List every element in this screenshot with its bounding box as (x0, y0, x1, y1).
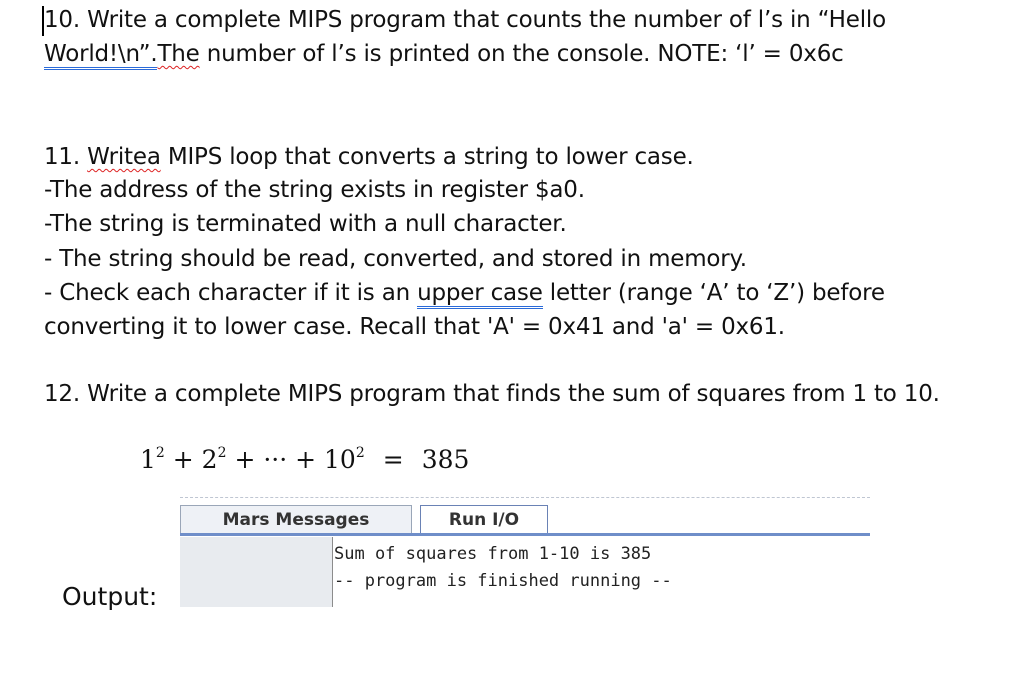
tab-mars-messages[interactable]: Mars Messages (180, 505, 412, 533)
formula-equals: = (382, 445, 404, 474)
q10-line-1: 10. Write a complete MIPS program that counts the number of l’s in “Hello (44, 7, 886, 33)
q11-line-5-prefix: - Check each character if it is an (44, 280, 418, 306)
q11-number: 11. (44, 144, 88, 170)
formula-plus: + (164, 445, 202, 474)
q11-line-1-rest: MIPS loop that converts a string to lower case. (160, 144, 694, 170)
q10-line-2 (44, 40, 844, 68)
q10-the-squiggle: The (157, 41, 200, 67)
q11-writea-squiggle: Writea (87, 144, 161, 170)
output-label: Output: (62, 582, 158, 611)
tab-run-io[interactable]: Run I/O (420, 505, 548, 533)
q11-line-6: converting it to lower case. Recall that 'A' = 0x41 and 'a' = 0x61. (44, 314, 785, 340)
formula-exp-2: 2 (217, 445, 227, 461)
q11-line-2: -The address of the string exists in register $a0. (44, 177, 585, 203)
formula-ellipsis: + ··· + (226, 445, 325, 474)
q12-line-1: 12. Write a complete MIPS program that finds the sum of squares from 1 to 10. (44, 381, 940, 407)
formula-exp-1: 2 (155, 445, 165, 461)
tab-underline (180, 533, 870, 536)
q11-line-5 (44, 279, 885, 307)
mars-tab-bar (180, 505, 870, 535)
formula-exp-3: 2 (355, 445, 365, 461)
q11-line-5-rest: letter (range ‘A’ to ‘Z’) before (542, 280, 885, 306)
q11-upper-case-underlined: upper case (417, 280, 543, 309)
mars-messages-panel (180, 497, 870, 607)
formula-result: 385 (421, 445, 470, 474)
q11-line-3: -The string is terminated with a null character. (44, 211, 567, 237)
run-io-console[interactable] (334, 541, 672, 595)
console-line-2: -- program is finished running -- (334, 571, 672, 591)
panel-divider (180, 497, 870, 498)
console-side-pane (180, 537, 333, 607)
formula-term-2: 2 (201, 445, 218, 474)
formula-term-1: 1 (140, 445, 156, 474)
q11-line-1 (44, 143, 694, 171)
q10-line-2-rest: number of l’s is printed on the console. NOTE: ‘l’ = 0x6c (199, 41, 844, 67)
q10-world-underlined: World!\n”. (44, 41, 157, 70)
console-line-1: Sum of squares from 1-10 is 385 (334, 544, 652, 564)
formula-term-3: 10 (324, 445, 356, 474)
sum-of-squares-formula (140, 445, 469, 474)
q11-line-4: - The string should be read, converted, and stored in memory. (44, 246, 747, 272)
